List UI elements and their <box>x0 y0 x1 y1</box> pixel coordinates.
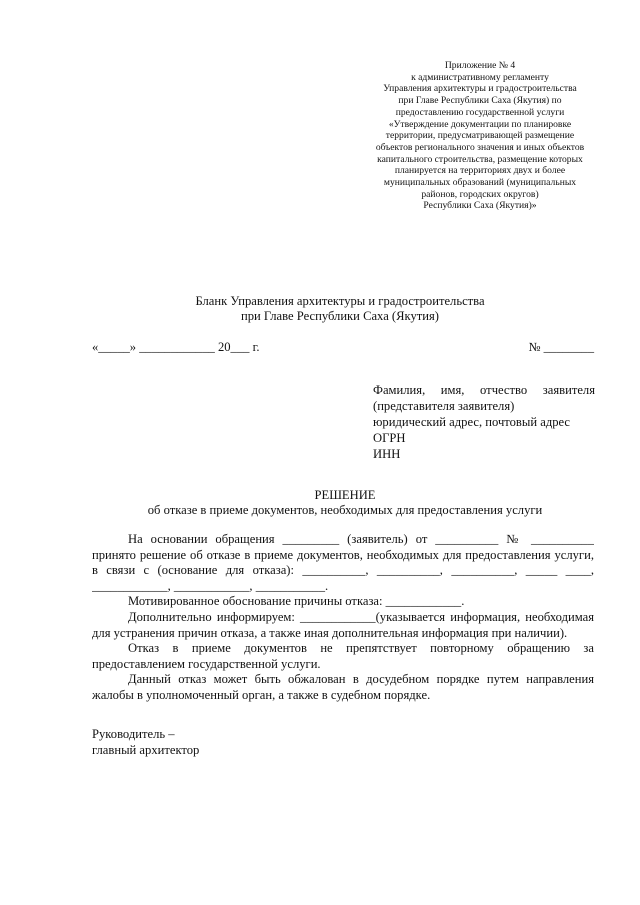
annex-line: планируется на территориях двух и более <box>394 165 566 177</box>
addressee-inn-line: ИНН <box>373 447 401 461</box>
addressee-name-line: Фамилия, имя, отчество заявителя <box>373 383 595 397</box>
signature-title-line-1: Руководитель – <box>92 727 175 741</box>
annex-header <box>330 60 630 212</box>
letterhead-line-1: Бланк Управления архитектуры и градостроительства <box>195 294 485 308</box>
annex-line: районов, городских округов) <box>421 188 539 200</box>
date-field: «_____» ____________ 20___ г. <box>92 340 260 354</box>
annex-line: капитального строительства, размещение которых <box>377 153 583 165</box>
body-paragraph-1-line-4: ____________, ____________, ___________. <box>92 578 329 593</box>
body-paragraph-3-line-2: для устранения причин отказа, а также иная дополнительная информация при наличии). <box>92 625 568 640</box>
signature-title-line-2: главный архитектор <box>92 743 200 757</box>
letterhead-line-2: при Главе Республики Саха (Якутия) <box>241 309 439 323</box>
body-paragraph-1-line-3: в связи с (основание для отказа): __________, __________, __________, _____ ____, <box>92 563 594 578</box>
body-paragraph-1-line-2: принято решение об отказе в приеме документов, необходимых для предоставления услуги, <box>92 547 594 562</box>
letterhead <box>140 294 540 324</box>
annex-line: при Главе Республики Саха (Якутия) по <box>398 95 562 107</box>
decision-subtitle: об отказе в приеме документов, необходимых для предоставления услуги <box>147 503 543 517</box>
annex-line: объектов регионального значения и иных объектов <box>375 141 585 153</box>
decision-title: РЕШЕНИЕ <box>314 488 376 502</box>
body-paragraph-3-line-1: Дополнительно информируем: ____________(указывается информация, необходимая <box>128 609 594 624</box>
annex-line: территории, предусматривающей размещение <box>385 130 575 142</box>
body-paragraph-5-line-1: Данный отказ может быть обжалован в досудебном порядке путем направления <box>128 672 594 687</box>
annex-line: муниципальных образований (муниципальных <box>383 177 577 189</box>
annex-line: Республики Саха (Якутия)» <box>423 200 537 212</box>
body-paragraph-1-line-1: На основании обращения _________ (заявитель) от __________ № __________ <box>128 532 594 546</box>
body-paragraph-4-line-2: предоставлением государственной услуги. <box>92 656 321 671</box>
annex-line: к административному регламенту <box>411 71 549 83</box>
annex-line: «Утверждение документации по планировке <box>388 118 572 130</box>
addressee-block <box>373 382 595 462</box>
addressee-ogrn-line: ОГРН <box>373 431 406 445</box>
annex-line: предоставлению государственной услуги <box>395 106 565 118</box>
body-paragraph-4-line-1: Отказ в приеме документов не препятствует повторному обращению за <box>128 641 594 656</box>
signature-block <box>92 726 199 758</box>
decision-body <box>92 532 594 704</box>
document-number-field: № ________ <box>528 340 594 354</box>
body-paragraph-5-line-2: жалобы в уполномоченный орган, а также в судебном порядке. <box>92 687 431 702</box>
decision-heading <box>140 488 550 518</box>
body-paragraph-2: Мотивированное обоснование причины отказа: ____________. <box>128 594 465 609</box>
addressee-representative-line: (представителя заявителя) <box>373 399 515 413</box>
annex-line: Приложение № 4 <box>444 60 516 71</box>
annex-line: Управления архитектуры и градостроительства <box>383 83 577 95</box>
addressee-address-line: юридический адрес, почтовый адрес <box>373 415 571 429</box>
